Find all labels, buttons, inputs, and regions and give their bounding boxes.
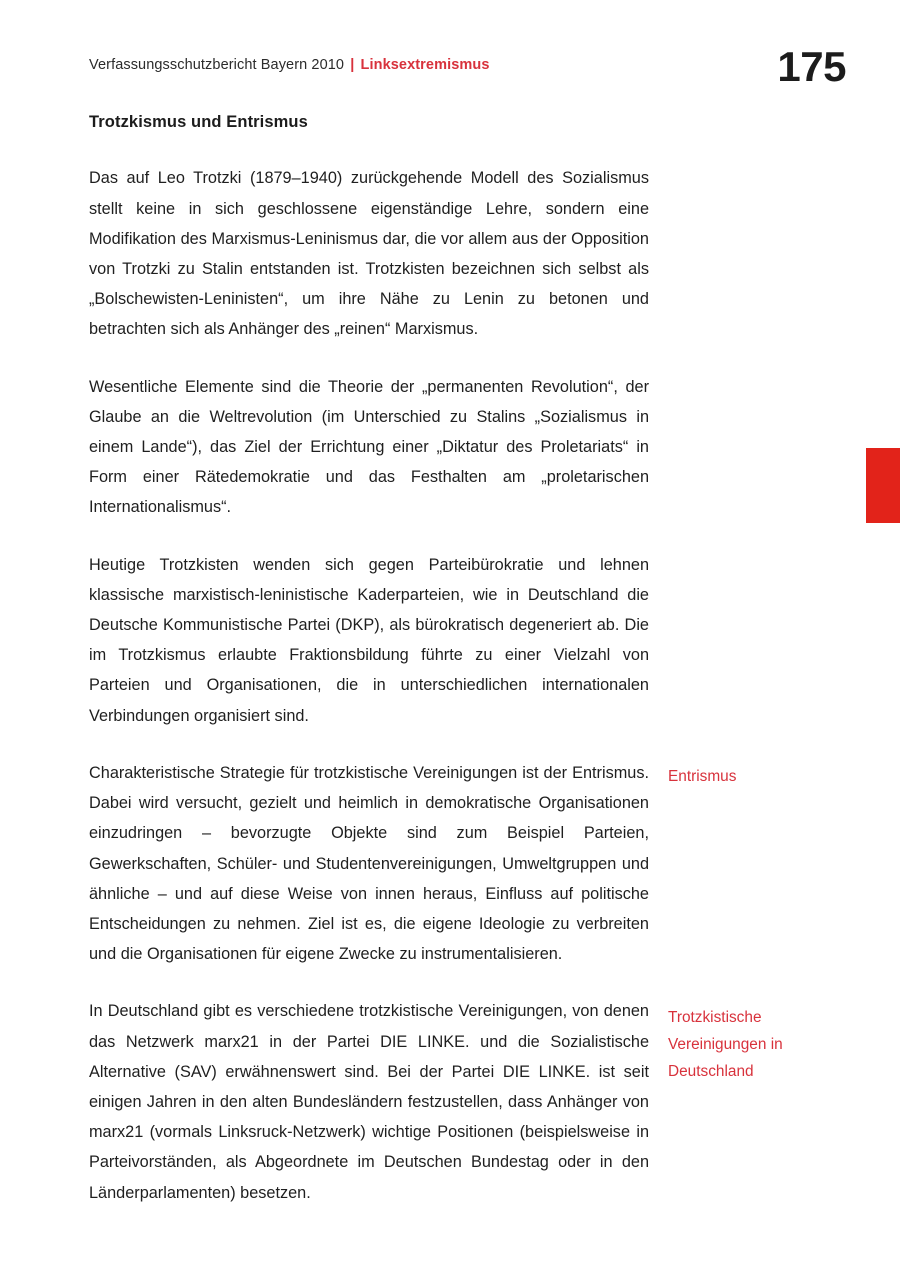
margin-note-line: Entrismus [668,768,737,785]
body-paragraph: Charakteristische Strategie für trotzkistische Vereinigungen ist der Entrismus. Dabei wird versucht, gezielt und heimlich in demokratische Organisationen einzudringen – bevorzugte Objekte sind zum Beispiel Parteien, Gewerkschaften, Schüler- und Studentenvereinigungen, Umweltgruppen und ähnliche – und auf diese Weise von innen heraus, Einfluss auf politische Entscheidungen zu nehmen. Ziel ist es, die eigene Ideologie zu verbreiten und die Organisationen für eigene Zwecke zu instrumentalisieren. [89,763,649,964]
running-head [89,57,489,74]
margin-note-line: Trotzkistische [668,1009,762,1026]
margin-note-entrismus [668,763,848,790]
section-title: Trotzkismus und Entrismus [89,113,308,131]
margin-note-trotzkistische-vereinigungen [668,1004,848,1085]
running-head-separator: | [350,57,355,73]
body-paragraph: Das auf Leo Trotzki (1879–1940) zurückgehende Modell des Sozialismus stellt keine in sich geschlossene eigenständige Lehre, sondern eine Modifikation des Marxismus-Leninismus dar, die vor allem aus der Opposition von Trotzki zu Stalin entstanden ist. Trotzkisten bezeichnen sich selbst als „Bolschewisten-Leninisten“, um ihre Nähe zu Lenin zu betonen und betrachten sich als Anhänger des „reinen“ Marxismus. [89,169,649,339]
main-text-column [89,112,649,1208]
thumb-index-tab [866,448,900,523]
page-number: 175 [777,43,846,90]
body-paragraph: In Deutschland gibt es verschiedene trotzkistische Vereinigungen, von denen das Netzwerk marx21 in der Partei DIE LINKE. und die Sozialistische Alternative (SAV) erwähnenswert sind. Bei der Partei DIE LINKE. ist seit einigen Jahren in den alten Bundesländern festzustellen, dass Anhänger von marx21 (vormals Linksruck-Netzwerk) wichtige Positionen (beispielsweise in Parteivorständen, als Abgeordnete im Deutschen Bundestag oder in den Länderparlamenten) besetzen. [89,1002,649,1202]
margin-note-line: Deutschland [668,1063,754,1080]
margin-note-line: Vereinigungen in [668,1036,783,1053]
body-paragraph: Heutige Trotzkisten wenden sich gegen Parteibürokratie und lehnen klassische marxistisch-leninistische Kaderparteien, wie in Deutschland die Deutsche Kommunistische Partei (DKP), als bürokratisch degeneriert ab. Die im Trotzkismus erlaubte Fraktionsbildung führte zu einer Vielzahl von Parteien und Organisationen, die in unterschiedlichen internationalen Verbindungen organisiert sind. [89,555,649,725]
running-head-publication: Verfassungsschutzbericht Bayern 2010 [89,57,345,73]
running-head-section: Linksextremismus [360,57,490,73]
body-paragraph: Wesentliche Elemente sind die Theorie der „permanenten Revolution“, der Glaube an die Weltrevolution (im Unterschied zu Stalins „Sozialismus in einem Lande“), das Ziel der Errichtung einer „Diktatur des Proletariats“ in Form einer Rätedemokratie und das Festhalten am „proletarischen Internationalismus“. [89,377,649,517]
